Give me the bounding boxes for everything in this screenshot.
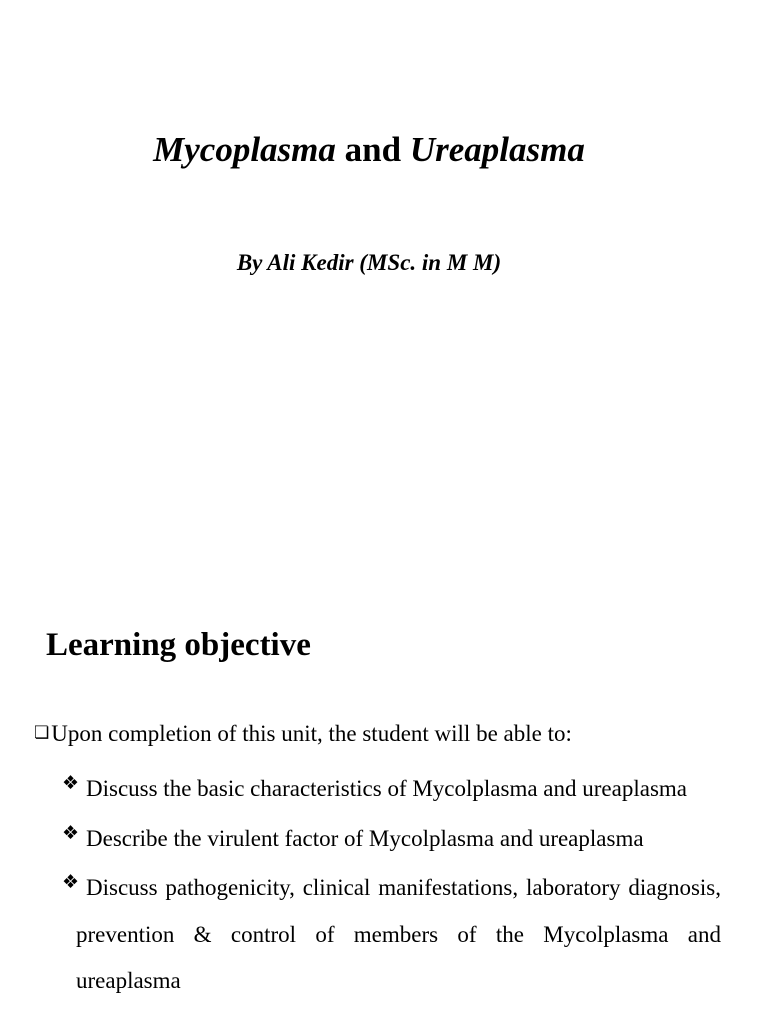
intro-text: Upon completion of this unit, the student will be able to:: [51, 721, 572, 746]
four-diamond-bullet-icon: ❖: [62, 871, 80, 893]
four-diamond-bullet-icon: ❖: [62, 821, 80, 844]
objective-text: Describe the virulent factor of Mycolplasma and ureaplasma: [86, 825, 644, 851]
title-genus-ureaplasma: Ureaplasma: [409, 130, 585, 169]
title-connector: and: [335, 130, 410, 169]
objective-item: [62, 865, 721, 1005]
document-title: [0, 128, 738, 172]
intro-line: [34, 716, 572, 751]
author-byline: By Ali Kedir (MSc. in M M): [236, 250, 502, 275]
objective-item: [62, 816, 721, 863]
objectives-list: [62, 766, 721, 1008]
four-diamond-bullet-icon: ❖: [62, 772, 80, 794]
objective-text: Discuss the basic characteristics of Mycolplasma and ureaplasma: [86, 776, 687, 801]
title-genus-mycoplasma: Mycoplasma: [153, 130, 336, 169]
section-heading: Learning objective: [46, 627, 311, 663]
objective-text: Discuss pathogenicity, clinical manifestations, laboratory diagnosis, prevention & control of members of the Mycolplasma and ureaplasma: [76, 875, 721, 993]
hollow-square-bullet-icon: ❏: [34, 723, 50, 743]
objective-item: [62, 766, 721, 813]
